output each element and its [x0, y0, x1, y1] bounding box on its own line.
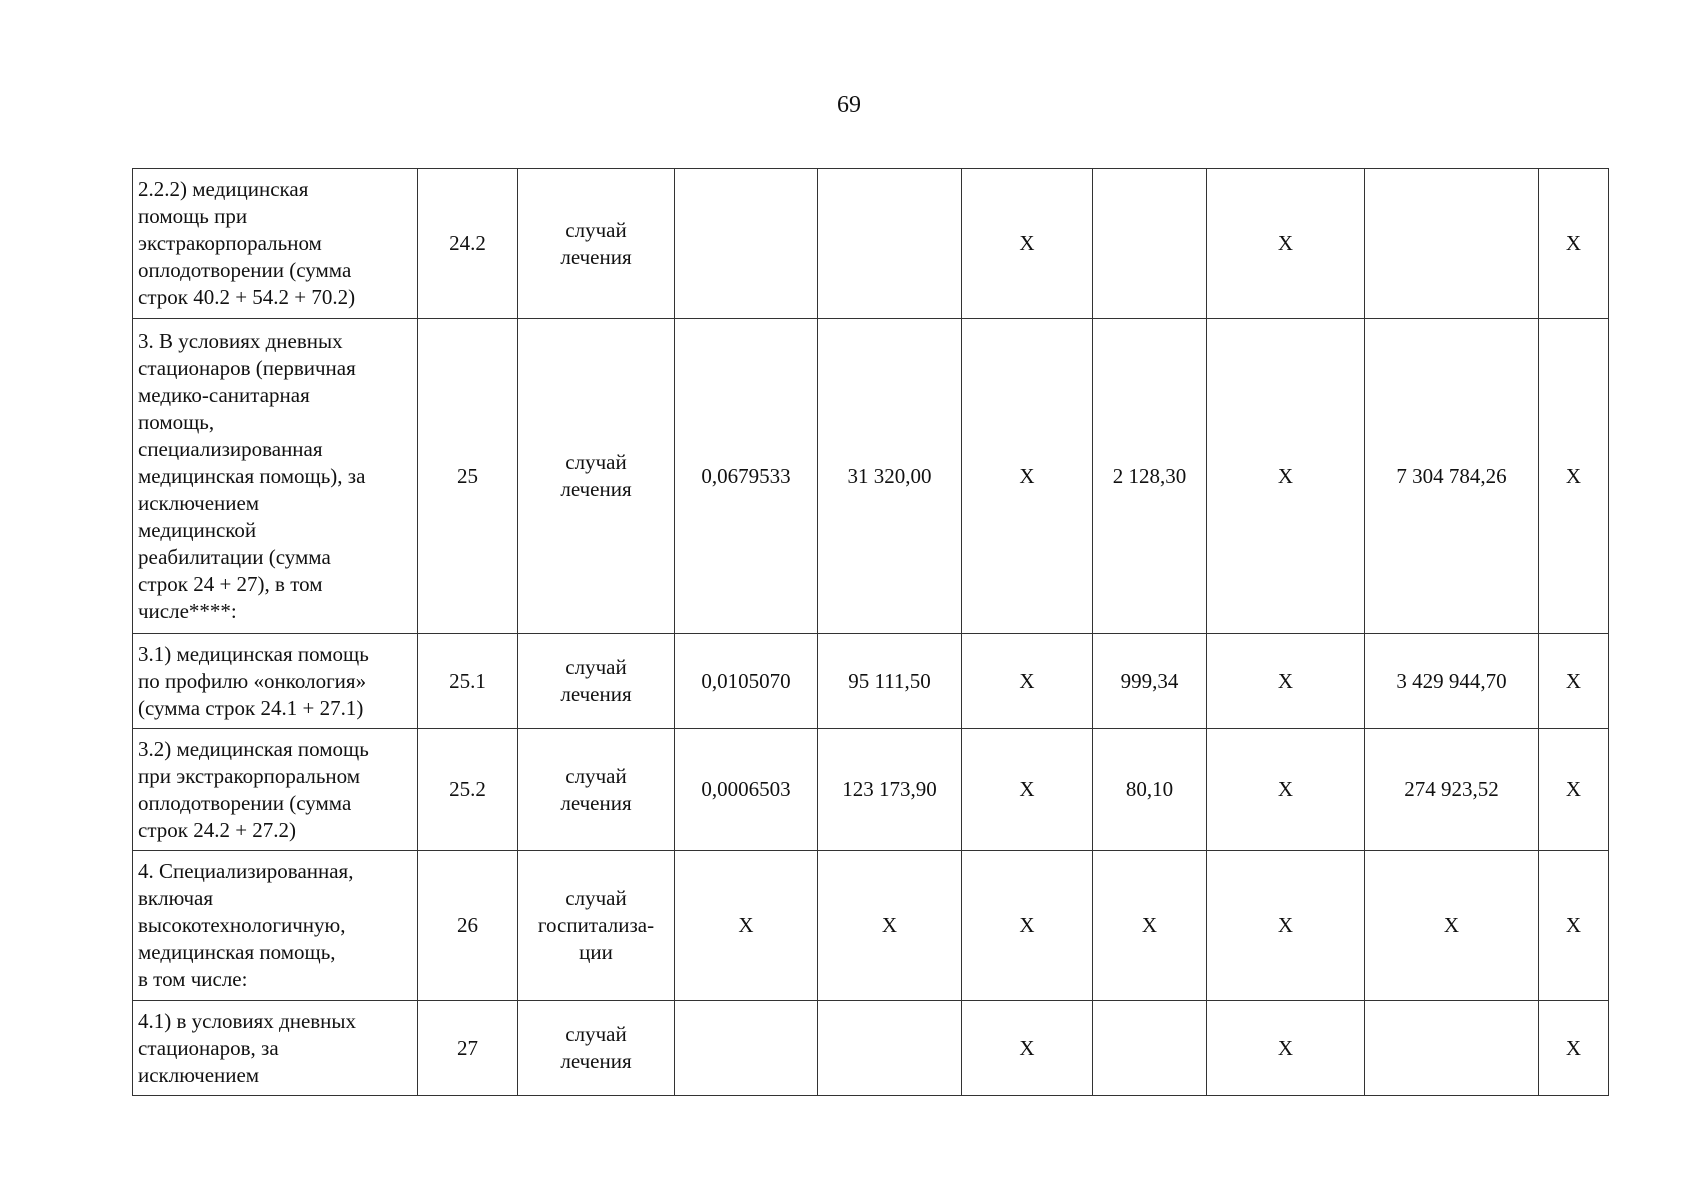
row-number: 27 [418, 1001, 518, 1096]
table-cell [1365, 1001, 1539, 1096]
table-cell: 999,34 [1093, 634, 1207, 729]
table-cell: 31 320,00 [818, 319, 962, 634]
table-cell: Х [1539, 169, 1609, 319]
row-description: 2.2.2) медицинская помощь при экстракорпоральном оплодотворении (сумма строк 40.2 + 54.2 + 70.2) [133, 169, 418, 319]
row-number: 25 [418, 319, 518, 634]
table-cell: 123 173,90 [818, 729, 962, 851]
table-cell: Х [1539, 1001, 1609, 1096]
table-cell: Х [962, 1001, 1093, 1096]
row-number: 24.2 [418, 169, 518, 319]
table-row [133, 729, 1609, 851]
unit-cell: случай лечения [518, 319, 675, 634]
unit-cell: случай госпитализа- ции [518, 851, 675, 1001]
table-cell: Х [1207, 319, 1365, 634]
table-cell: 274 923,52 [1365, 729, 1539, 851]
table-cell: Х [1093, 851, 1207, 1001]
page-number: 69 [837, 92, 861, 118]
table-cell: Х [675, 851, 818, 1001]
table-cell: Х [1539, 319, 1609, 634]
unit-cell: случай лечения [518, 169, 675, 319]
table-cell [1365, 169, 1539, 319]
row-number: 25.2 [418, 729, 518, 851]
table-cell [1093, 1001, 1207, 1096]
table-cell: Х [1539, 729, 1609, 851]
data-table [132, 168, 1609, 1096]
table-cell: Х [1207, 1001, 1365, 1096]
table-cell: Х [962, 729, 1093, 851]
table-cell: Х [962, 634, 1093, 729]
row-description: 4. Специализированная, включая высокотехнологичную, медицинская помощь, в том числе: [133, 851, 418, 1001]
table-cell [675, 169, 818, 319]
table-cell: Х [1207, 169, 1365, 319]
unit-cell: случай лечения [518, 1001, 675, 1096]
table-cell: 7 304 784,26 [1365, 319, 1539, 634]
table-cell: 80,10 [1093, 729, 1207, 851]
table-cell: Х [1539, 634, 1609, 729]
table-cell: Х [962, 169, 1093, 319]
table-cell [818, 1001, 962, 1096]
row-description: 3.2) медицинская помощь при экстракорпоральном оплодотворении (сумма строк 24.2 + 27.2) [133, 729, 418, 851]
table-cell: 95 111,50 [818, 634, 962, 729]
table-row [133, 851, 1609, 1001]
table-cell [675, 1001, 818, 1096]
table-cell: Х [962, 851, 1093, 1001]
table-row [133, 169, 1609, 319]
table-cell: Х [1207, 634, 1365, 729]
table-cell [818, 169, 962, 319]
table-row [133, 319, 1609, 634]
row-number: 25.1 [418, 634, 518, 729]
table-cell: 3 429 944,70 [1365, 634, 1539, 729]
table-cell: 2 128,30 [1093, 319, 1207, 634]
table-cell: Х [818, 851, 962, 1001]
table-cell: Х [1207, 851, 1365, 1001]
row-description: 3.1) медицинская помощь по профилю «онкология» (сумма строк 24.1 + 27.1) [133, 634, 418, 729]
row-number: 26 [418, 851, 518, 1001]
table-cell: Х [962, 319, 1093, 634]
row-description: 4.1) в условиях дневных стационаров, за исключением [133, 1001, 418, 1096]
row-description: 3. В условиях дневных стационаров (первичная медико-санитарная помощь, специализированная медицинская помощь), за исключением медицинской реабилитации (сумма строк 24 + 27), в том числе****: [133, 319, 418, 634]
table-cell [1093, 169, 1207, 319]
table-row [133, 634, 1609, 729]
table-cell: Х [1365, 851, 1539, 1001]
unit-cell: случай лечения [518, 634, 675, 729]
table-cell: Х [1207, 729, 1365, 851]
table-row [133, 1001, 1609, 1096]
table-cell: 0,0105070 [675, 634, 818, 729]
table-cell: Х [1539, 851, 1609, 1001]
unit-cell: случай лечения [518, 729, 675, 851]
table-cell: 0,0006503 [675, 729, 818, 851]
table-cell: 0,0679533 [675, 319, 818, 634]
